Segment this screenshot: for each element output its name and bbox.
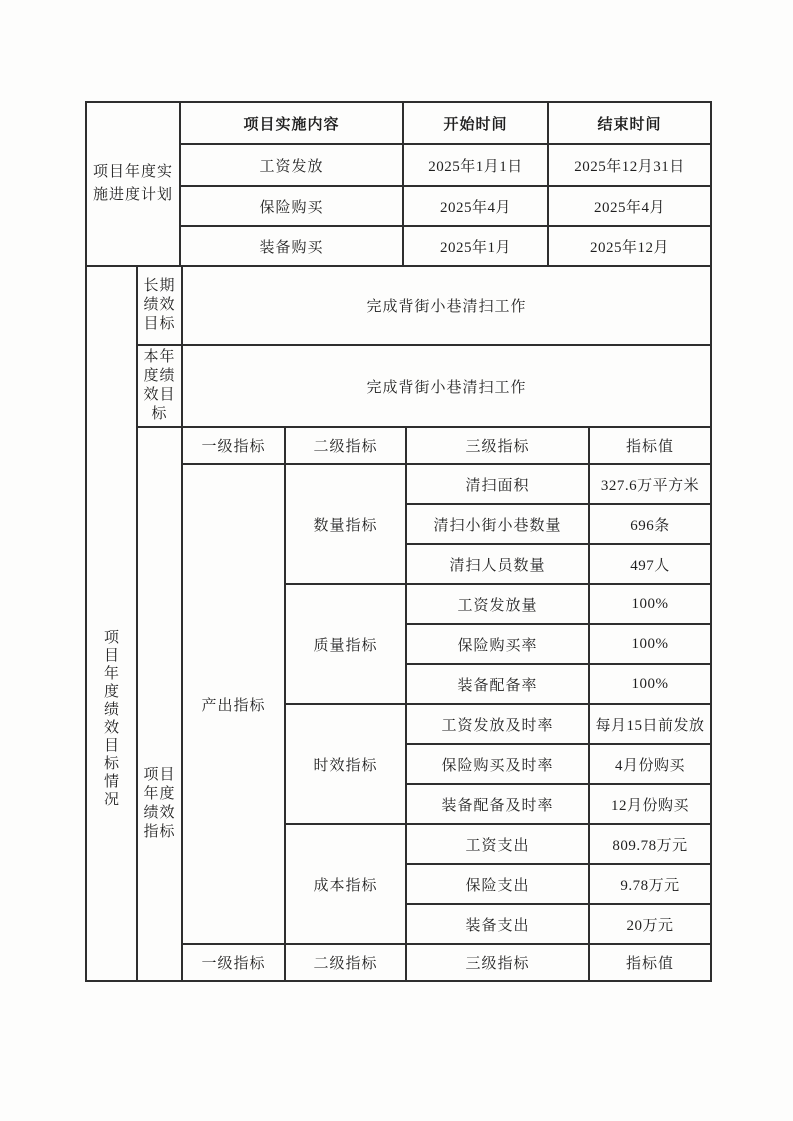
indicators-footer-level1: 一级指标 (182, 944, 285, 981)
level2-indicator-cell: 数量指标 (285, 464, 406, 584)
level3-indicator-cell: 保险购买及时率 (406, 744, 589, 784)
schedule-row (86, 186, 711, 226)
indicator-value-cell: 100% (589, 584, 711, 624)
schedule-row (86, 226, 711, 266)
schedule-start-date: 2025年1月1日 (403, 144, 548, 186)
level3-indicator-cell: 清扫人员数量 (406, 544, 589, 584)
level3-indicator-cell: 保险支出 (406, 864, 589, 904)
performance-table (85, 267, 712, 982)
indicators-header-level3: 三级指标 (406, 427, 589, 464)
indicator-value-cell: 100% (589, 624, 711, 664)
level2-indicator-cell: 成本指标 (285, 824, 406, 944)
schedule-item-name: 工资发放 (180, 144, 403, 186)
level1-indicator-cell: 产出指标 (182, 464, 285, 944)
schedule-table (85, 101, 712, 267)
schedule-end-date: 2025年4月 (548, 186, 711, 226)
schedule-row (86, 144, 711, 186)
schedule-header-end: 结束时间 (548, 102, 711, 144)
indicators-header-level1: 一级指标 (182, 427, 285, 464)
indicators-header-level2: 二级指标 (285, 427, 406, 464)
indicators-footer-value: 指标值 (589, 944, 711, 981)
performance-row-label (86, 267, 137, 981)
schedule-row-label-text: 项目年度实施进度计划 (92, 164, 173, 203)
indicator-value-cell: 497人 (589, 544, 711, 584)
schedule-start-date: 2025年1月 (403, 226, 548, 266)
indicator-value-cell: 696条 (589, 504, 711, 544)
indicators-row-label (137, 427, 182, 981)
level2-indicator-cell: 质量指标 (285, 584, 406, 704)
performance-row-label-text: 项目年度绩效目标情况 (103, 629, 119, 808)
schedule-end-date: 2025年12月 (548, 226, 711, 266)
long-term-goal-label: 长期绩效目标 (137, 267, 182, 345)
indicator-value-cell: 100% (589, 664, 711, 704)
level3-indicator-cell: 工资发放量 (406, 584, 589, 624)
level2-indicator-cell: 时效指标 (285, 704, 406, 824)
level3-indicator-cell: 装备配备及时率 (406, 784, 589, 824)
level3-indicator-cell: 工资发放及时率 (406, 704, 589, 744)
level3-indicator-cell: 工资支出 (406, 824, 589, 864)
indicator-value-cell: 9.78万元 (589, 864, 711, 904)
annual-goal-value: 完成背街小巷清扫工作 (182, 345, 711, 427)
indicator-value-cell: 12月份购买 (589, 784, 711, 824)
indicator-value-cell: 每月15日前发放 (589, 704, 711, 744)
schedule-end-date: 2025年12月31日 (548, 144, 711, 186)
indicator-value-cell: 809.78万元 (589, 824, 711, 864)
indicators-footer-level3: 三级指标 (406, 944, 589, 981)
level3-indicator-cell: 保险购买率 (406, 624, 589, 664)
level3-indicator-cell: 装备配备率 (406, 664, 589, 704)
schedule-start-date: 2025年4月 (403, 186, 548, 226)
schedule-item-name: 装备购买 (180, 226, 403, 266)
indicator-value-cell: 20万元 (589, 904, 711, 944)
indicators-footer-level2: 二级指标 (285, 944, 406, 981)
annual-goal-label: 本年度绩效目标 (137, 345, 182, 427)
indicator-value-cell: 327.6万平方米 (589, 464, 711, 504)
indicator-value-cell: 4月份购买 (589, 744, 711, 784)
schedule-header-start: 开始时间 (403, 102, 548, 144)
document-table (85, 101, 712, 982)
level3-indicator-cell: 清扫面积 (406, 464, 589, 504)
indicators-header-value: 指标值 (589, 427, 711, 464)
indicators-row-label-text: 项目年度绩效指标 (143, 767, 176, 840)
schedule-item-name: 保险购买 (180, 186, 403, 226)
long-term-goal-value: 完成背街小巷清扫工作 (182, 267, 711, 345)
schedule-header-content: 项目实施内容 (180, 102, 403, 144)
schedule-row-label (86, 102, 180, 266)
level3-indicator-cell: 装备支出 (406, 904, 589, 944)
level3-indicator-cell: 清扫小街小巷数量 (406, 504, 589, 544)
